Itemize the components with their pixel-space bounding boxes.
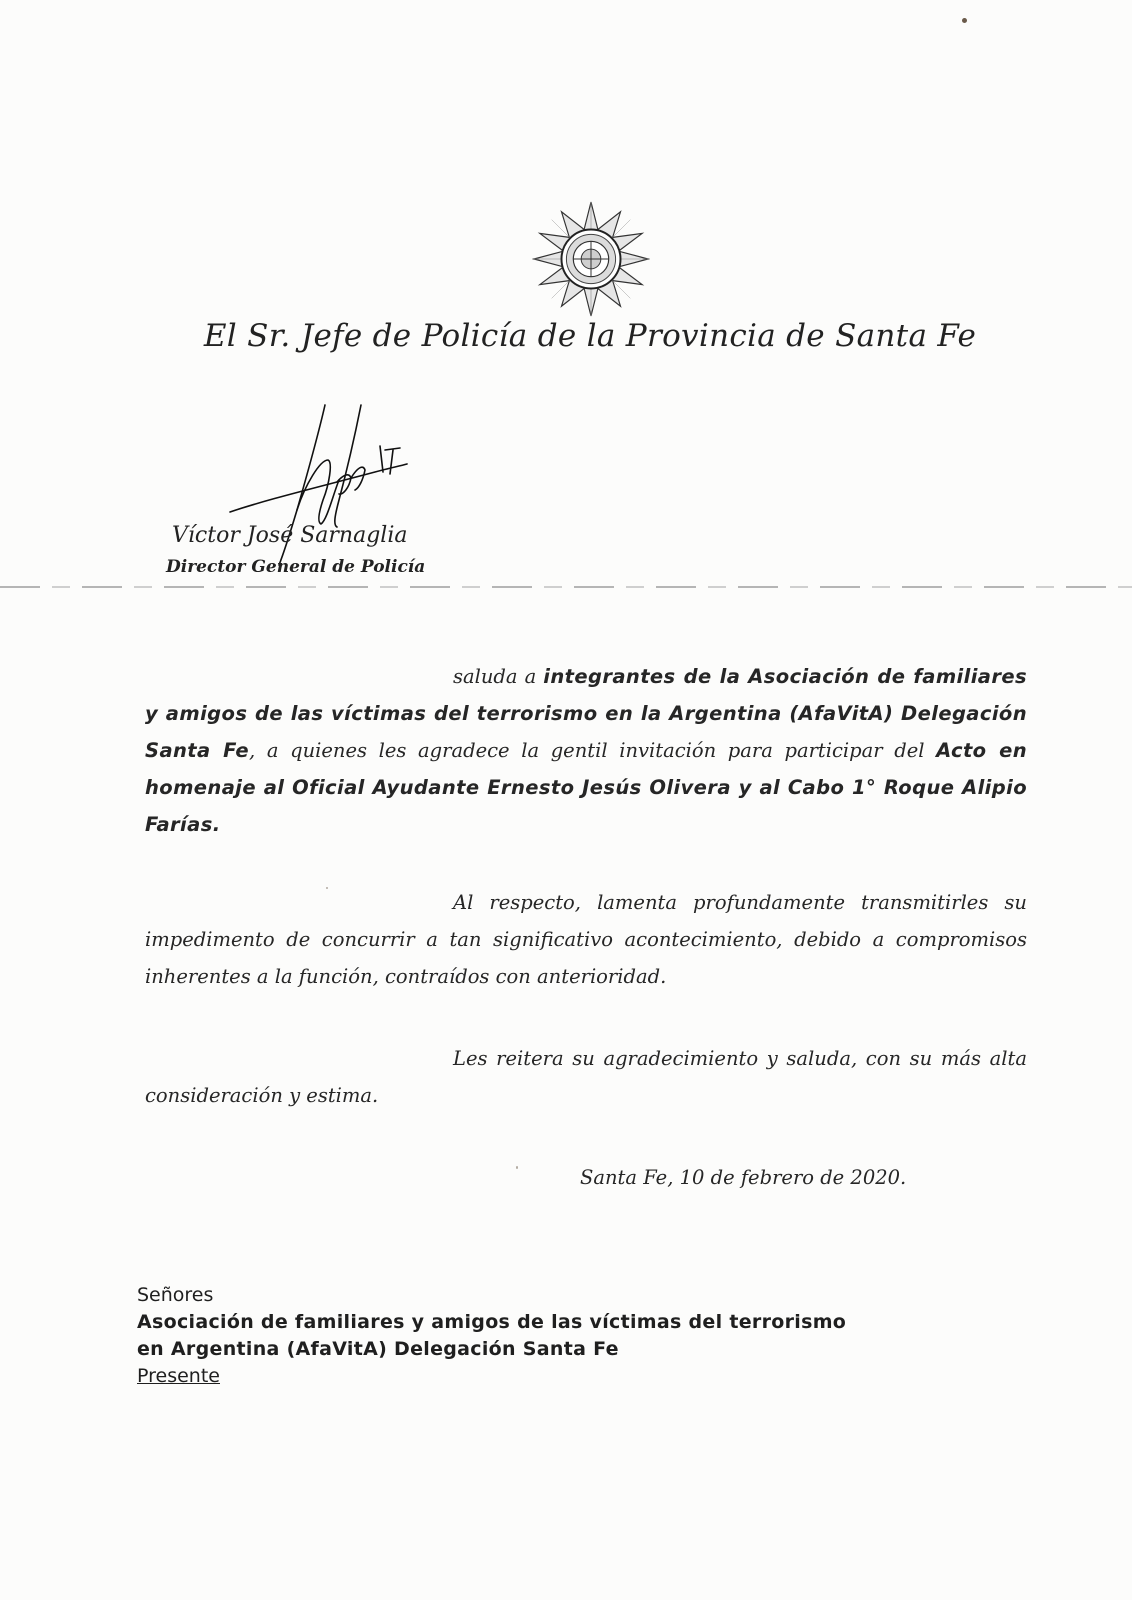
addressee-org-line-2: en Argentina (AfaVitA) Delegación Santa Fe (137, 1338, 619, 1360)
paragraph-closing: Les reitera su agradecimiento y saluda, con su más alta consideración y estima. (145, 1047, 1027, 1107)
police-star-emblem-icon (532, 200, 650, 318)
paragraph-regret: Al respecto, lamenta profundamente transmitirles su impedimento de concurrir a tan significativo acontecimiento, debido a compromisos inherentes a la función, contraídos con anterioridad. (145, 891, 1027, 988)
paper-speck (962, 18, 967, 23)
paragraph-greeting-text: saluda a (453, 665, 544, 688)
event-name: Acto en homenaje al Oficial Ayudante Ernesto Jesús Olivera y al Cabo 1° Roque Alipio Farías. (145, 739, 1027, 836)
letter-heading: El Sr. Jefe de Policía de la Provincia de Santa Fe (203, 318, 977, 354)
letter-date: Santa Fe, 10 de febrero de 2020. (580, 1166, 907, 1189)
addressee-block (137, 1282, 846, 1390)
paper-fold-line (0, 586, 1132, 588)
addressee-salutation: Señores (137, 1284, 214, 1306)
paper-speck (516, 1166, 518, 1169)
addressee-presente: Presente (137, 1365, 220, 1387)
signer-name: Víctor José Sarnaglia (172, 523, 408, 548)
paragraph-greeting (145, 658, 1027, 843)
association-name: integrantes de la Asociación de familiares y amigos de las víctimas del terrorismo en la Argentina (AfaVitA) Delegación Santa Fe (145, 665, 1027, 762)
signer-title: Director General de Policía (166, 557, 426, 577)
addressee-org-line-1: Asociación de familiares y amigos de las víctimas del terrorismo (137, 1311, 847, 1333)
paragraph-greeting-text: , a quienes les agradece la gentil invitación para participar del (249, 739, 937, 762)
